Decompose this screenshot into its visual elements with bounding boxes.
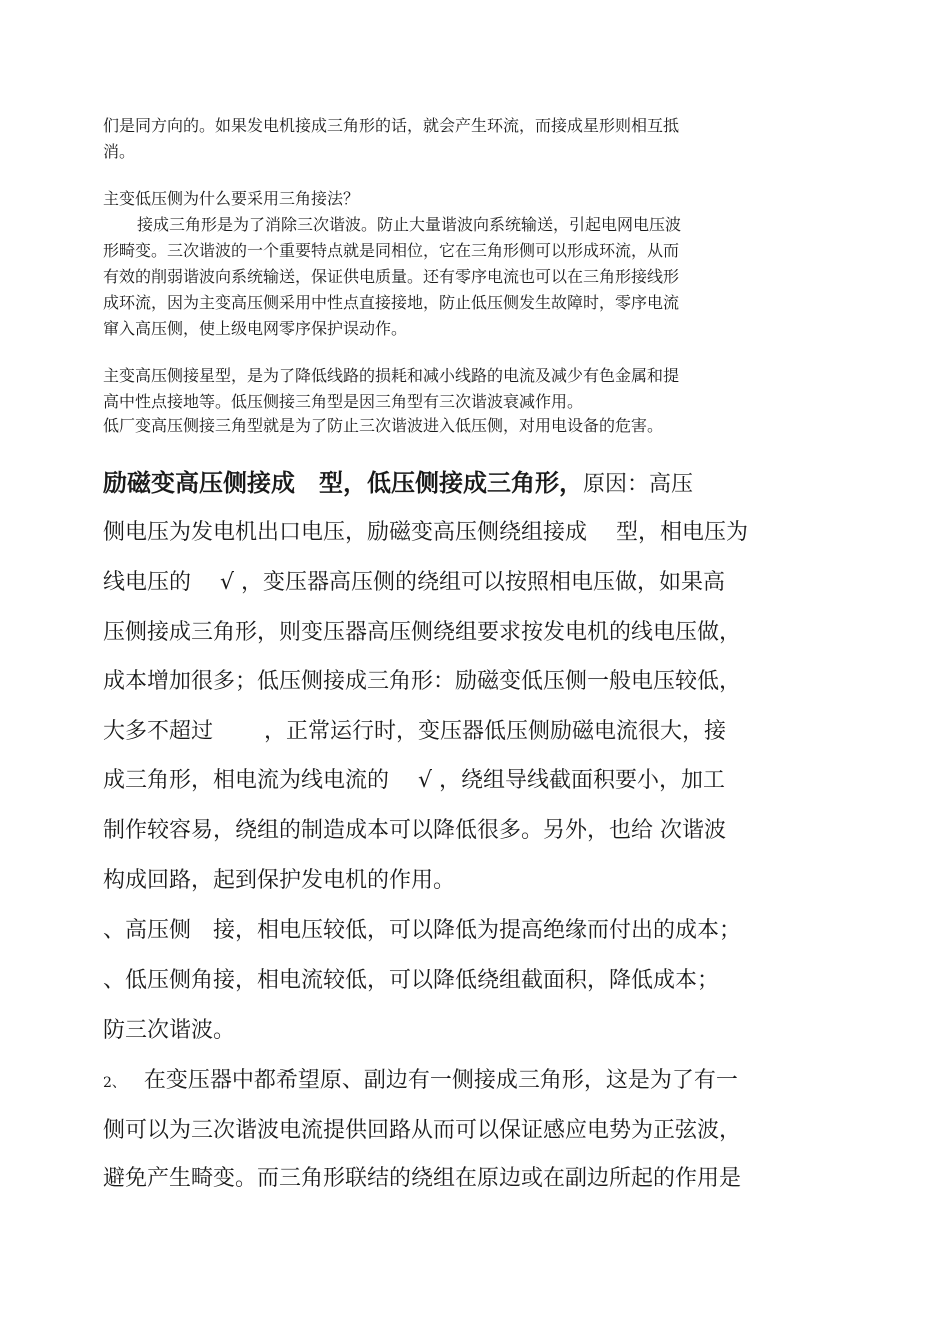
paragraph-line: 形畸变。三次谐波的一个重要特点就是同相位，它在三角形侧可以形成环流，从而 xyxy=(103,241,680,260)
item-number: 2、 xyxy=(103,1075,126,1091)
list-item: 、低压侧角接，相电流较低，可以降低绕组截面积，降低成本； xyxy=(103,968,720,993)
paragraph-line: 成本增加很多；低压侧接成三角形：励磁变低压侧一般电压较低， xyxy=(103,669,742,694)
paragraph-line: 避免产生畸变。而三角形联结的绕组在原边或在副边所起的作用是 xyxy=(103,1166,742,1191)
paragraph-line: 高中性点接地等。低压侧接三角型是因三角型有三次谐波衰减作用。 xyxy=(103,392,584,411)
paragraph-line: 接成三角形是为了消除三次谐波。防止大量谐波向系统输送，引起电网电压波 xyxy=(137,215,682,234)
item-text: 在变压器中都希望原、副边有一侧接成三角形，这是为了有一 xyxy=(143,1068,738,1093)
heading-continuation: 原因：高压 xyxy=(583,472,694,497)
paragraph-line: 低厂变高压侧接三角型就是为了防止三次谐波进入低压侧，对用电设备的危害。 xyxy=(103,416,664,435)
bold-heading: 励磁变高压侧接成 型，低压侧接成三角形， xyxy=(103,469,583,497)
numbered-paragraph-line xyxy=(103,1066,738,1098)
list-item: 防三次谐波。 xyxy=(103,1018,236,1043)
list-item: 、高压侧 接，相电压较低，可以降低为提高绝缘而付出的成本； xyxy=(103,918,742,943)
paragraph-line: 有效的削弱谐波向系统输送，保证供电质量。还有零序电流也可以在三角形接线形 xyxy=(103,267,680,286)
paragraph-line: 线电压的 √ ，变压器高压侧的绕组可以按照相电压做，如果高 xyxy=(103,570,726,595)
question-title: 主变低压侧为什么要采用三角接法？ xyxy=(103,189,360,208)
paragraph-line: 主变高压侧接星型，是为了降低线路的损耗和减小线路的电流及减少有色金属和提 xyxy=(103,366,680,385)
paragraph-line: 成三角形，相电流为线电流的 √ ，绕组导线截面积要小，加工 xyxy=(103,768,726,793)
paragraph-line: 窜入高压侧，使上级电网零序保护误动作。 xyxy=(103,319,408,338)
paragraph-line: 大多不超过 ，正常运行时，变压器低压侧励磁电流很大，接 xyxy=(103,719,726,744)
paragraph-line: 压侧接成三角形，则变压器高压侧绕组要求按发电机的线电压做， xyxy=(103,620,742,645)
paragraph-line xyxy=(103,468,693,500)
paragraph-line: 构成回路，起到保护发电机的作用。 xyxy=(103,868,456,893)
paragraph-line: 成环流，因为主变高压侧采用中性点直接接地，防止低压侧发生故障时，零序电流 xyxy=(103,293,680,312)
paragraph-line: 消。 xyxy=(103,142,136,161)
paragraph-line: 制作较容易，绕组的制造成本可以降低很多。另外，也给 次谐波 xyxy=(103,818,726,843)
paragraph-line: 们是同方向的。如果发电机接成三角形的话，就会产生环流，而接成星形则相互抵 xyxy=(103,116,680,135)
paragraph-line: 侧可以为三次谐波电流提供回路从而可以保证感应电势为正弦波， xyxy=(103,1118,742,1143)
paragraph-line: 侧电压为发电机出口电压，励磁变高压侧绕组接成 型，相电压为 xyxy=(103,520,748,545)
